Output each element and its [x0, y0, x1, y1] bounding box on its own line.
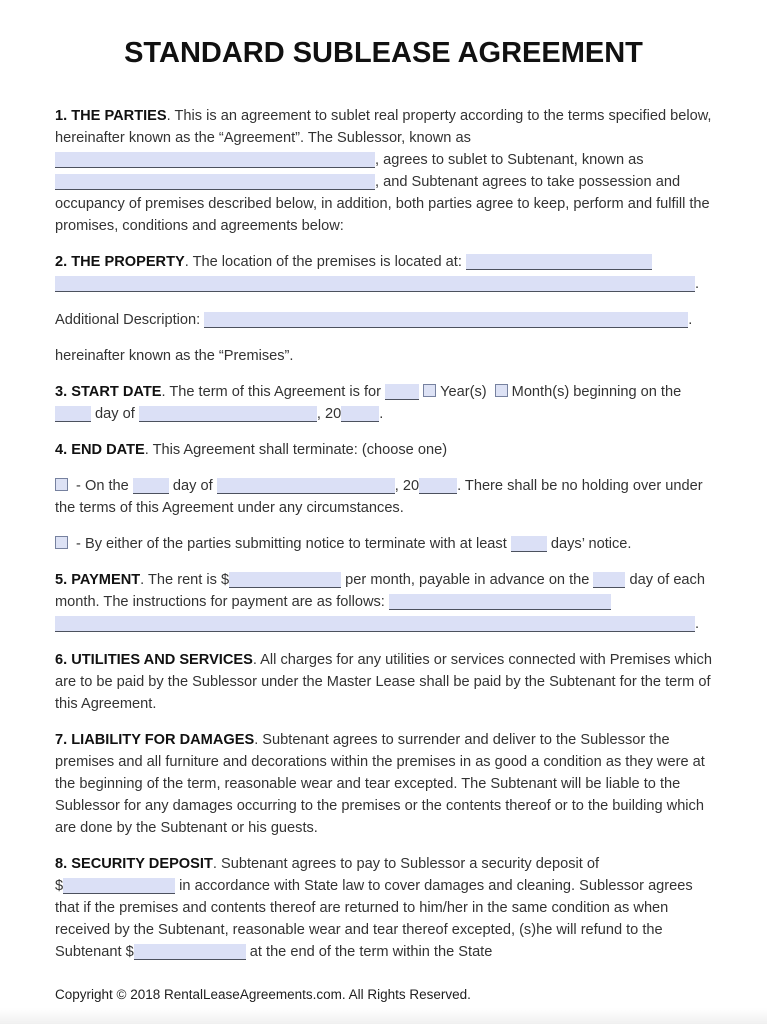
section-2-period: .: [695, 276, 700, 292]
section-8-text-b: in accordance with State law to cover damages and cleaning. Sublessor agrees that if the premises and contents thereof are returned to him/her in the same condition as when received by the Subtenant, reasonable wear and tear thereof excepted, (s)he will refund to the Subtenant: [55, 878, 693, 960]
end-date-option-fixed: [55, 475, 712, 519]
section-1-parties: [55, 105, 712, 237]
end-fixed-date-checkbox[interactable]: [55, 478, 68, 491]
refund-amount-group: [126, 944, 246, 960]
section-3-text-e: , 20: [316, 406, 342, 422]
section-4-heading: 4. END DATE: [55, 442, 145, 458]
section-5-heading: 5. PAYMENT: [55, 572, 141, 588]
additional-description-row: [55, 309, 712, 331]
deposit-amount-field[interactable]: [63, 878, 175, 894]
document-title: STANDARD SUBLEASE AGREEMENT: [124, 37, 643, 69]
section-4-text-a: . This Agreement shall terminate: (choose one): [144, 442, 448, 458]
rent-amount-group: [221, 572, 341, 588]
additional-description-period: .: [688, 312, 693, 328]
section-5-payment: [55, 569, 712, 635]
section-8-security-deposit: [55, 853, 712, 963]
end-fixed-text-c: , 20: [394, 478, 420, 494]
section-5-period: .: [695, 616, 700, 632]
rent-amount-field[interactable]: [229, 572, 341, 588]
section-6-utilities: [55, 649, 712, 715]
property-address-field-2[interactable]: [55, 276, 695, 292]
section-3-months-label: Month(s) beginning on the: [511, 384, 682, 400]
end-fixed-text-d: . There shall be no holding over under the terms of this Agreement under any circumstances.: [55, 478, 703, 516]
start-year-field[interactable]: [341, 406, 379, 422]
section-2-heading: 2. THE PROPERTY: [55, 254, 185, 270]
payment-instructions-field[interactable]: [389, 594, 611, 610]
section-3-start-date: [55, 381, 712, 425]
premises-note-text: hereinafter known as the “Premises”.: [55, 348, 294, 364]
section-5-text-b: per month, payable in advance on the: [341, 572, 594, 588]
start-month-field[interactable]: [139, 406, 317, 422]
end-year-field[interactable]: [419, 478, 457, 494]
end-notice-text-a: - By either of the parties submitting notice to terminate with at least: [72, 536, 511, 552]
payment-day-field[interactable]: [593, 572, 625, 588]
section-7-liability: [55, 729, 712, 839]
property-address-field[interactable]: [466, 254, 652, 270]
section-3-text-d: day of: [91, 406, 139, 422]
section-1-text-b: , agrees to sublet to Subtenant, known as: [375, 152, 644, 168]
sublessor-name-field[interactable]: [55, 152, 375, 168]
section-7-text: . Subtenant agrees to surrender and deliver to the Sublessor the premises and all furniture and decorations within the premises in as good a condition as they were at the beginning of the term, reasonable wear and tear excepted. The Subtenant will be liable to the Sublessor for any damages occurring to the premises or the contents thereof or to the building which are done by the Subtenant or his guests.: [55, 732, 705, 836]
end-month-field[interactable]: [217, 478, 395, 494]
section-5-text-c: day of each month. The instructions for payment are as follows:: [55, 572, 705, 610]
end-fixed-text-a: - On the: [72, 478, 133, 494]
start-day-field[interactable]: [55, 406, 91, 422]
section-1-heading: 1. THE PARTIES: [55, 108, 167, 124]
section-8-text-a: . Subtenant agrees to pay to Sublessor a security deposit of: [212, 856, 600, 872]
deposit-dollar-sign: $: [55, 878, 64, 894]
rent-dollar-sign: $: [221, 572, 230, 588]
term-years-checkbox[interactable]: [423, 384, 436, 397]
refund-amount-field[interactable]: [134, 944, 246, 960]
section-1-text-a: . This is an agreement to sublet real property according to the terms specified below, hereinafter known as the “Agreement”. The Sublessor, known as: [55, 108, 712, 146]
section-8-text-c: at the end of the term within the State: [245, 944, 493, 960]
section-2-property: [55, 251, 712, 295]
end-notice-checkbox[interactable]: [55, 536, 68, 549]
refund-dollar-sign: $: [125, 944, 134, 960]
section-6-text: . All charges for any utilities or services connected with Premises which are to be paid by the Sublessor under the Master Lease shall be paid by the Subtenant for the term of this Agreement.: [55, 652, 712, 712]
section-3-heading: 3. START DATE: [55, 384, 162, 400]
end-date-option-notice: [55, 533, 712, 555]
section-8-heading: 8. SECURITY DEPOSIT: [55, 856, 213, 872]
additional-description-label: Additional Description:: [55, 312, 205, 328]
notice-days-field[interactable]: [511, 536, 547, 552]
additional-description-field[interactable]: [204, 312, 688, 328]
section-7-heading: 7. LIABILITY FOR DAMAGES: [55, 732, 255, 748]
section-6-heading: 6. UTILITIES AND SERVICES: [55, 652, 253, 668]
premises-note: [55, 345, 712, 367]
subtenant-name-field[interactable]: [55, 174, 375, 190]
end-notice-text-b: days’ notice.: [546, 536, 632, 552]
section-3-period: .: [379, 406, 384, 422]
term-length-field[interactable]: [385, 384, 419, 400]
copyright-notice: Copyright © 2018 RentalLeaseAgreements.com. All Rights Reserved.: [55, 987, 471, 1002]
term-months-checkbox[interactable]: [495, 384, 508, 397]
payment-instructions-field-2[interactable]: [55, 616, 695, 632]
section-3-years-label: Year(s): [440, 384, 491, 400]
section-5-text-a: . The rent is: [140, 572, 221, 588]
section-1-text-c: , and Subtenant agrees to take possession and occupancy of premises described below, in addition, both parties agree to keep, perform and fulfill the promises, conditions and agreements below:: [55, 174, 710, 234]
section-2-text-a: . The location of the premises is located at:: [184, 254, 466, 270]
end-day-field[interactable]: [133, 478, 169, 494]
section-3-text-a: . The term of this Agreement is for: [161, 384, 386, 400]
section-4-end-date-heading: [55, 439, 712, 461]
end-fixed-text-b: day of: [168, 478, 217, 494]
deposit-amount-group: [55, 878, 175, 894]
